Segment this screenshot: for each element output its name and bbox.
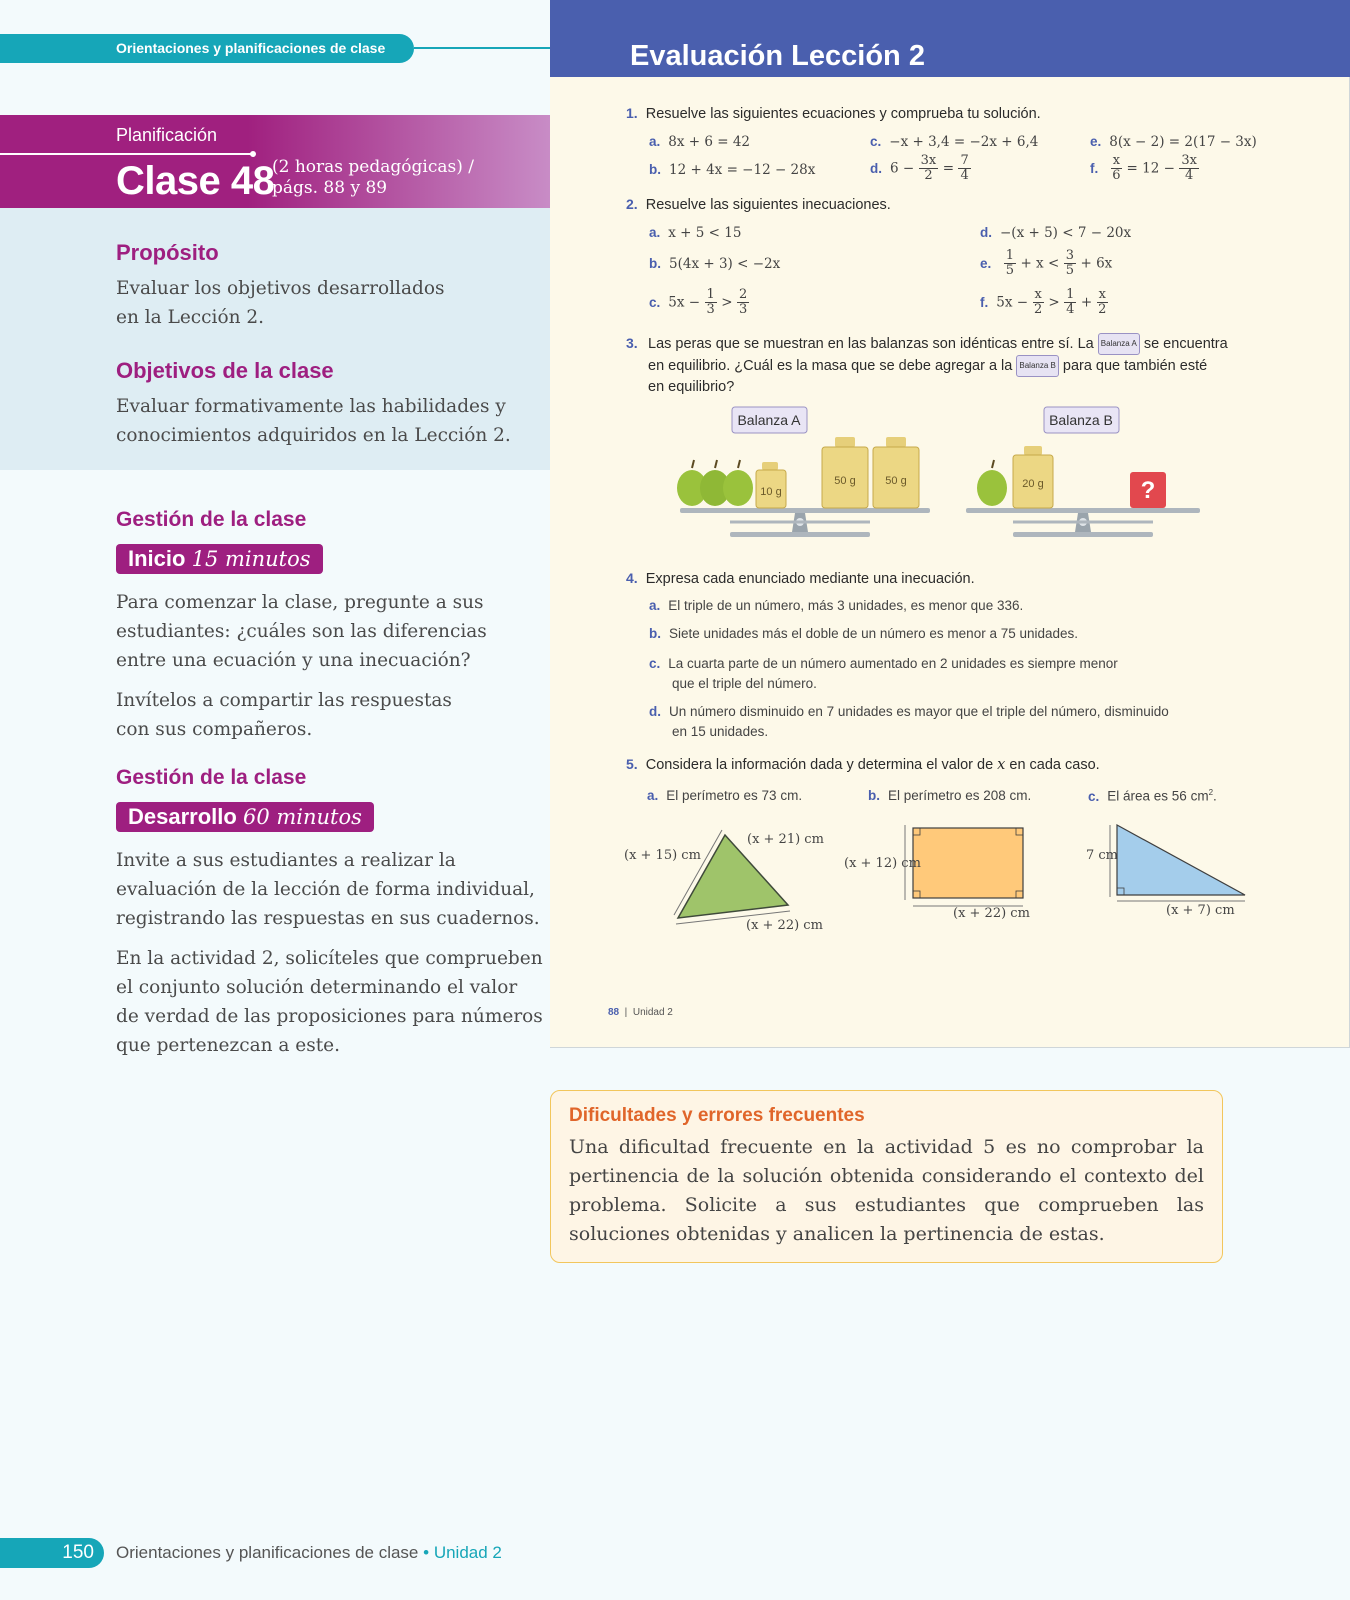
inequation-part: >: [721, 294, 733, 311]
header-rule: [414, 47, 550, 49]
inicio-paragraph: [116, 588, 487, 675]
weight-label: 20 g: [1022, 478, 1044, 490]
footer-page-tab: [0, 1538, 104, 1568]
evaluation-title-word: Evaluación Lección: [630, 40, 901, 72]
q2-item-b: b. 5(4x + 3) < −2x: [649, 256, 781, 272]
header-tab: [0, 34, 414, 63]
fraction-numerator: 7: [960, 153, 969, 168]
equation: 8(x − 2) = 2(17 − 3x): [1109, 134, 1257, 150]
fraction-denominator: 3: [706, 302, 715, 317]
planning-rule-dot: [250, 151, 256, 157]
question-2: [626, 196, 891, 213]
q4-item-d: d. Un número disminuido en 7 unidades es mayor que el triple del número, disminuido en 15 unidades.: [649, 702, 1169, 742]
weight-20g: [1013, 446, 1053, 508]
footer-text: [116, 1543, 502, 1563]
equation: 8x + 6 = 42: [668, 134, 751, 150]
right-triangle-bottom-label: (x + 7) cm: [1166, 903, 1235, 918]
fraction-denominator: 4: [960, 168, 969, 183]
question-variable: x: [997, 757, 1006, 773]
inequation-part: 5x −: [996, 294, 1029, 311]
question-number: 1.: [626, 105, 638, 121]
text-line: entre una ecuación y una inecuación?: [116, 650, 471, 671]
balanza-a-scale: [680, 508, 930, 537]
item-text: El triple de un número, más 3 unidades, es menor que 336.: [668, 598, 1024, 613]
purpose-title: Propósito: [116, 240, 219, 265]
class-pages: págs. 88 y 89: [272, 178, 388, 198]
balanza-b-tag: Balanza B: [1016, 355, 1058, 377]
weight-50g: [873, 437, 919, 508]
triangle-top-label: (x + 21) cm: [747, 832, 824, 847]
evaluation-title: [630, 40, 925, 73]
item-text: que el triple del número.: [672, 676, 817, 691]
management-title: Gestión de la clase: [116, 766, 307, 789]
fraction-denominator: 4: [1185, 168, 1194, 183]
desarrollo-paragraph: [116, 944, 543, 1060]
q5-item-c: c. El área es 56 $cm^2$.: [1088, 788, 1217, 804]
equation-part: 6 −: [890, 160, 915, 177]
q2-item-e: e. $\frac{1}{5}$ + x < $\frac{3}{5}$ + 6x: [980, 248, 1113, 278]
text-line: Invítelos a compartir las respuestas: [116, 690, 452, 711]
balanza-b-label: Balanza B: [1049, 412, 1113, 428]
item-text: Un número disminuido en 7 unidades es mayor que el triple del número, disminuido: [669, 704, 1169, 719]
purpose-line: Evaluar los objetivos desarrollados: [116, 278, 445, 299]
text-line: evaluación de la lección de forma individual,: [116, 879, 535, 900]
rectangle-left-label: (x + 12) cm: [844, 856, 921, 871]
fraction-numerator: 3: [1065, 248, 1075, 263]
fraction-numerator: 2: [739, 287, 748, 302]
difficulties-text: Una dificultad frecuente en la actividad 5 es no comprobar la pertinencia de la solución obtenida considerando el contexto del problema. Solicite a sus estudiantes que comprueben las soluciones obtenidas y analicen la pertinencia de estas.: [569, 1136, 1204, 1245]
purpose-panel: [0, 208, 550, 470]
text-line: de verdad de las proposiciones para números: [116, 1006, 543, 1027]
fraction-denominator: 6: [1112, 168, 1121, 183]
question-3: [626, 333, 1266, 397]
q5-item-b: b. El perímetro es 208 cm.: [868, 788, 1032, 803]
question-text: Considera la información dada y determina el valor de: [645, 757, 994, 773]
class-title: Clase 48: [116, 159, 275, 203]
evaluation-header: [550, 0, 1350, 77]
question-text: se encuentra: [1143, 336, 1228, 352]
text-line: con sus compañeros.: [116, 719, 313, 740]
footer-label: Orientaciones y planificaciones de clase: [116, 1543, 419, 1562]
planning-label: Planificación: [116, 125, 218, 145]
triangle-bottom-label: (x + 22) cm: [746, 918, 823, 933]
phase-duration: 15 minutos: [191, 547, 311, 571]
header-tab-label: Orientaciones y planificaciones de clase: [116, 40, 386, 56]
q1-item-f: f. $\frac{x}{6}$ = 12 − $\frac{3x}{4}$: [1090, 153, 1197, 183]
fraction-denominator: 5: [1005, 263, 1014, 278]
difficulties-box: [550, 1090, 1223, 1263]
q5-item-a: a. El perímetro es 73 cm.: [647, 788, 803, 803]
fraction-numerator: x: [1098, 287, 1106, 302]
phase-duration: 60 minutos: [242, 805, 362, 829]
question-number: 4.: [626, 570, 638, 586]
question-text: Las peras que se muestran en las balanzas son idénticas entre sí. La: [648, 336, 1094, 352]
q1-item-a: a. 8x + 6 = 42: [649, 134, 751, 150]
page-unit: Unidad 2: [632, 1007, 673, 1018]
page-number-value: 88: [608, 1007, 620, 1018]
class-hours: (2 horas pedagógicas) /: [272, 157, 474, 177]
text-line: estudiantes: ¿cuáles son las diferencias: [116, 621, 487, 642]
fraction-denominator: 3: [739, 302, 748, 317]
phase-name: Desarrollo: [128, 804, 237, 829]
item-text: El área es 56 cm: [1107, 788, 1209, 804]
q1-item-b: b. 12 + 4x = −12 − 28x: [649, 162, 816, 178]
objectives-title: Objetivos de la clase: [116, 358, 334, 383]
footer-separator: •: [423, 1543, 430, 1562]
fraction-numerator: x: [1034, 287, 1042, 302]
equation-part: =: [942, 160, 955, 177]
balanza-a-label: Balanza A: [737, 412, 801, 428]
purpose-text: [116, 274, 444, 332]
weight-10g: [756, 462, 786, 508]
q2-item-f: f. 5x − $\frac{x}{2}$ > $\frac{1}{4}$ + $\frac{x}{2}$: [980, 287, 1107, 317]
planning-rule: [0, 153, 254, 155]
objectives-text: [116, 392, 511, 450]
fraction-numerator: 1: [1066, 287, 1075, 302]
inequation-part: + 6x: [1080, 255, 1113, 272]
phase-pill-desarrollo: [116, 802, 374, 832]
item-text: .: [1213, 788, 1217, 804]
objectives-line: Evaluar formativamente las habilidades y: [116, 396, 506, 417]
triangle-left-label: (x + 15) cm: [624, 848, 701, 863]
inequation-part: 5x −: [668, 294, 701, 311]
evaluation-title-number: 2: [908, 40, 925, 72]
weight-50g: [822, 437, 868, 508]
class-subtitle: [272, 157, 474, 199]
inequation-part: + x <: [1020, 255, 1060, 272]
text-line: Para comenzar la clase, pregunte a sus: [116, 592, 484, 613]
right-triangle-left-label: 7 cm: [1086, 848, 1119, 863]
item-text: Siete unidades más el doble de un número es menor a 75 unidades.: [669, 626, 1079, 641]
q1-item-c: c. −x + 3,4 = −2x + 6,4: [870, 134, 1039, 150]
phase-pill-inicio: [116, 544, 323, 574]
question-text: en equilibrio?: [648, 379, 735, 395]
text-line: Invite a sus estudiantes a realizar la: [116, 850, 456, 871]
inequation: x + 5 < 15: [668, 225, 742, 241]
fraction-denominator: 5: [1065, 263, 1075, 278]
fraction-denominator: 2: [1034, 302, 1043, 317]
text-line: el conjunto solución determinando el valor: [116, 977, 518, 998]
rectangle-shape: [913, 828, 1023, 898]
right-triangle-figure: [1105, 815, 1265, 905]
fraction-numerator: 1: [706, 287, 715, 302]
fraction-numerator: 3x: [920, 153, 937, 168]
equation: 12 + 4x = −12 − 28x: [669, 162, 816, 178]
question-text: Resuelve las siguientes inecuaciones.: [645, 197, 891, 213]
management-title: Gestión de la clase: [116, 508, 307, 531]
fraction-numerator: x: [1112, 153, 1121, 168]
item-text: La cuarta parte de un número aumentado en 2 unidades es siempre menor: [668, 656, 1118, 671]
planning-banner: [0, 115, 550, 208]
phase-name: Inicio: [128, 546, 186, 571]
question-text: en equilibrio. ¿Cuál es la masa que se debe agregar a la: [648, 358, 1013, 374]
footer-unit: Unidad 2: [433, 1543, 502, 1562]
superscript: 2: [1208, 788, 1214, 797]
balanza-b-scale: [966, 508, 1200, 537]
rectangle-bottom-label: (x + 22) cm: [953, 906, 1030, 921]
question-number: 2.: [626, 196, 638, 212]
equation: −x + 3,4 = −2x + 6,4: [889, 134, 1039, 150]
text-line: que pertenezcan a este.: [116, 1035, 341, 1056]
q2-item-a: a. x + 5 < 15: [649, 225, 742, 241]
text-line: registrando las respuestas en sus cuadernos.: [116, 908, 540, 929]
question-4: [626, 570, 975, 587]
footer-page-number: 150: [62, 1542, 94, 1563]
q4-item-b: b. Siete unidades más el doble de un número es menor a 75 unidades.: [649, 626, 1079, 641]
question-5: [626, 756, 1100, 773]
q2-item-c: c. 5x − $\frac{1}{3}$ > $\frac{2}{3}$: [649, 287, 748, 317]
pear-icon: [723, 460, 753, 506]
balances-illustration: [670, 402, 1230, 554]
fraction-numerator: 3x: [1181, 153, 1197, 168]
page-number: 88 | Unidad 2: [608, 1007, 673, 1018]
fraction-denominator: 2: [1098, 302, 1107, 317]
balanza-a-tag: Balanza A: [1098, 333, 1140, 355]
q1-item-d: d. 6 − $\frac{3x}{2}$ = $\frac{7}{4}$: [870, 153, 969, 183]
question-number: 5.: [626, 756, 638, 772]
weight-label: 50 g: [885, 475, 907, 487]
inequation-part: >: [1048, 294, 1060, 311]
inequation-part: +: [1080, 294, 1093, 311]
question-text: Resuelve las siguientes ecuaciones y comprueba tu solución.: [645, 106, 1041, 122]
purpose-line: en la Lección 2.: [116, 307, 265, 328]
weight-label: 50 g: [834, 475, 856, 487]
rectangle-figure: [900, 820, 1040, 910]
desarrollo-paragraph: [116, 846, 540, 933]
pear-icon: [977, 460, 1007, 506]
right-triangle-shape: [1117, 825, 1245, 895]
fraction-denominator: 4: [1066, 302, 1075, 317]
inequation: 5(4x + 3) < −2x: [669, 256, 781, 272]
question-1: [626, 105, 1041, 122]
evaluation-page: [550, 0, 1350, 1048]
q2-item-d: d. −(x + 5) < 7 − 20x: [980, 225, 1132, 241]
question-text: Expresa cada enunciado mediante una inecuación.: [645, 571, 975, 587]
text-line: En la actividad 2, solicíteles que comprueben: [116, 948, 543, 969]
question-text: en cada caso.: [1009, 757, 1100, 773]
difficulties-title: Dificultades y errores frecuentes: [569, 1105, 865, 1126]
inequation: −(x + 5) < 7 − 20x: [1000, 225, 1132, 241]
item-text: El perímetro es 73 cm.: [666, 788, 803, 803]
fraction-numerator: 1: [1005, 248, 1014, 263]
fraction-denominator: 2: [924, 168, 933, 183]
objectives-line: conocimientos adquiridos en la Lección 2.: [116, 425, 511, 446]
q4-item-a: a. El triple de un número, más 3 unidades, es menor que 336.: [649, 598, 1024, 613]
equation-part: = 12 −: [1126, 160, 1175, 177]
unknown-mark: ?: [1140, 477, 1156, 504]
question-number: 3.: [626, 335, 638, 351]
weight-label: 10 g: [760, 486, 782, 498]
unknown-weight-icon: [1130, 472, 1166, 508]
q4-item-c: c. La cuarta parte de un número aumentado en 2 unidades es siempre menor que el triple del número.: [649, 654, 1118, 694]
question-text: para que también esté: [1062, 358, 1208, 374]
q1-item-e: e. 8(x − 2) = 2(17 − 3x): [1090, 134, 1257, 150]
item-text: en 15 unidades.: [672, 724, 769, 739]
item-text: El perímetro es 208 cm.: [888, 788, 1032, 803]
inicio-paragraph: [116, 686, 452, 744]
